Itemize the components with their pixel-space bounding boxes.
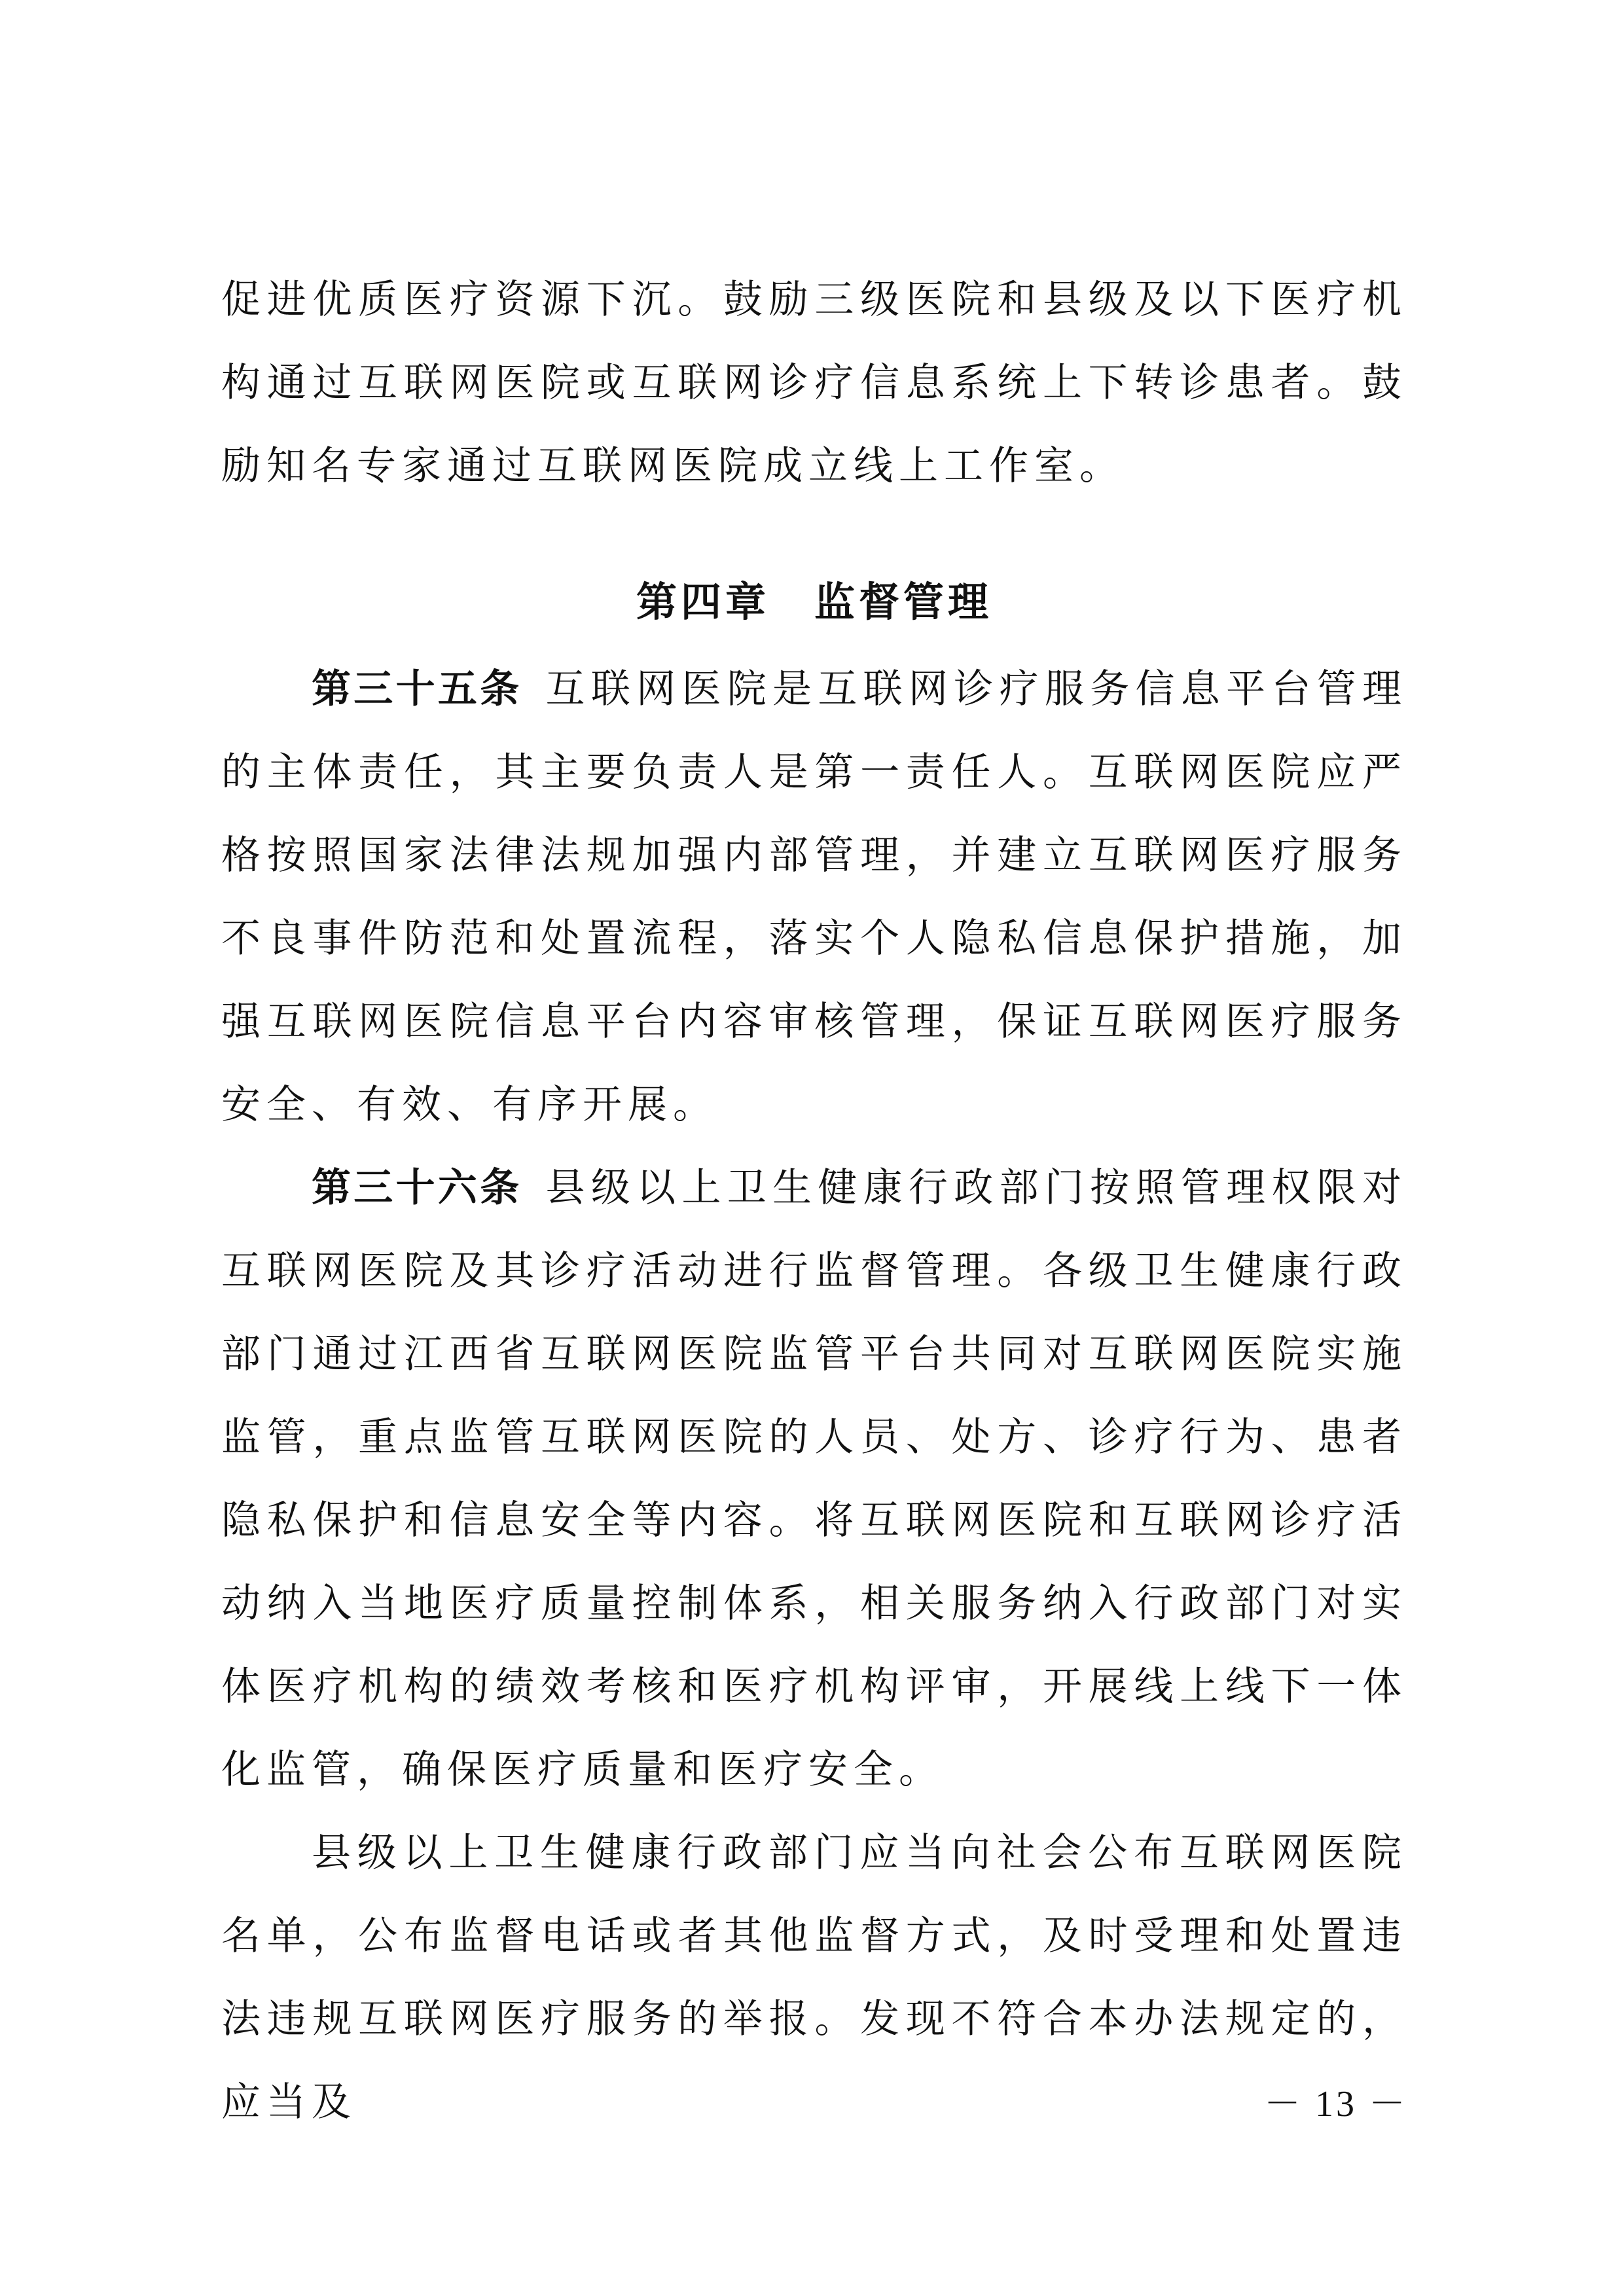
- article-35-text: 互联网医院是互联网诊疗服务信息平台管理的主体责任，其主要负责人是第一责任人。互联网医院应严格按照国家法律法规加强内部管理，并建立互联网医疗服务不良事件防范和处置流程，落实个人隐私信息保护措施，加强互联网医院信息平台内容审核管理，保证互联网医疗服务安全、有效、有序开展。: [221, 666, 1408, 1128]
- article-35-paragraph: [221, 648, 1407, 1147]
- continuation-block: [221, 259, 1407, 508]
- article-35-number: 第三十五条: [312, 666, 522, 712]
- article-36-text: 县级以上卫生健康行政部门按照管理权限对互联网医院及其诊疗活动进行监督管理。各级卫生健康行政部门通过江西省互联网医院监管平台共同对互联网医院实施监管，重点监管互联网医院的人员、处方、诊疗行为、患者隐私保护和信息安全等内容。将互联网医院和互联网诊疗活动纳入当地医疗质量控制体系，相关服务纳入行政部门对实体医疗机构的绩效考核和医疗机构评审，开展线上线下一体化监管，确保医疗质量和医疗安全。: [221, 1165, 1408, 1793]
- article-36-block: [221, 1147, 1407, 1812]
- continuation-paragraph: 促进优质医疗资源下沉。鼓励三级医院和县级及以下医疗机构通过互联网医院或互联网诊疗信息系统上下转诊患者。鼓励知名专家通过互联网医院成立线上工作室。: [221, 277, 1407, 489]
- article-36-number: 第三十六条: [312, 1165, 522, 1211]
- article-36-paragraph: [221, 1147, 1407, 1812]
- page-number: － 13 －: [1264, 2084, 1408, 2125]
- body-paragraph-block: [221, 1812, 1407, 2144]
- article-35-block: [221, 648, 1407, 1147]
- chapter-title: 第四章 监督管理: [636, 578, 992, 626]
- body-paragraph: 县级以上卫生健康行政部门应当向社会公布互联网医院名单，公布监督电话或者其他监督方式，及时受理和处置违法违规互联网医疗服务的举报。发现不符合本办法规定的，应当及: [221, 1830, 1407, 2125]
